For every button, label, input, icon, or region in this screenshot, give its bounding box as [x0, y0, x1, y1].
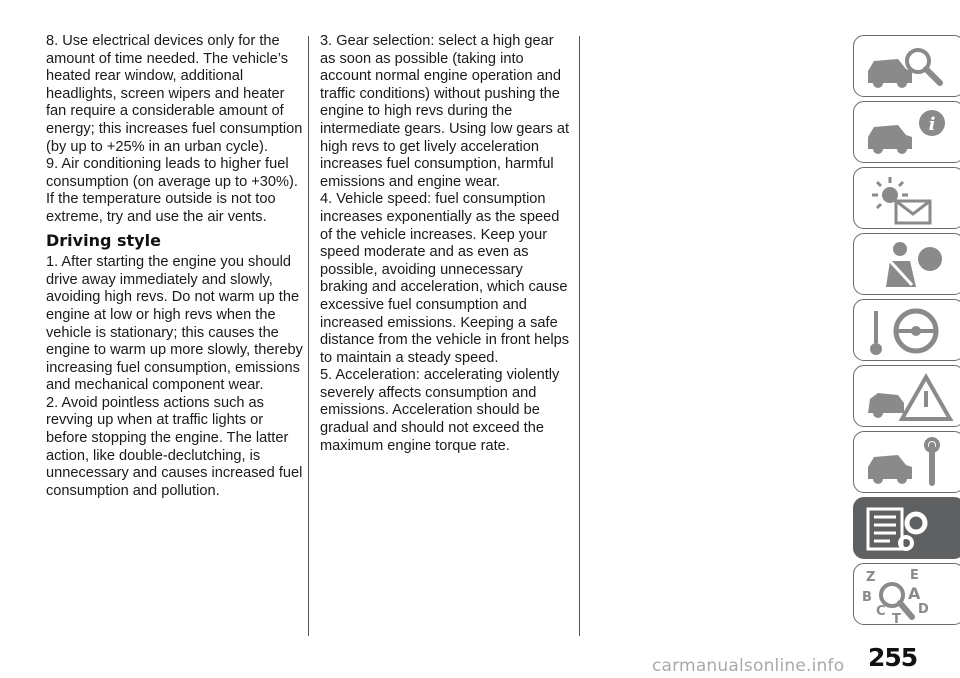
paragraph-item-4: 4. Vehicle speed: fuel consumption increases exponentially as the speed of the vehicle increases. Keep your speed moderate and as even as possible, avoiding unnecessary braking and acceleration, which cause excessive fuel consumption and increased emissions. Keeping a safe distance from the vehicle in front helps to maintain a steady speed. — [320, 191, 570, 366]
car-warning-triangle-icon — [860, 369, 960, 425]
svg-text:i: i — [928, 114, 936, 135]
section-heading-driving-style: Driving style — [46, 230, 161, 250]
index-letter: Z — [866, 570, 876, 585]
spec-list-gear-icon — [860, 501, 960, 557]
car-search-icon — [860, 39, 960, 95]
car-wrench-icon — [860, 435, 960, 491]
paragraph-item-3: 3. Gear selection: select a high gear as soon as possible (taking into account normal engine operation and traffic conditions) without pushing the engine to high revs during the intermediate gears. Using low gears at high revs to get lively acceleration increases fuel consumption, harmful emissions and engine wear. — [320, 33, 570, 190]
tab-safety-info[interactable] — [853, 101, 960, 163]
index-letter: T — [892, 612, 901, 623]
seatbelt-airbag-icon — [860, 237, 960, 293]
tab-safety[interactable] — [853, 233, 960, 295]
tab-servicing-care[interactable] — [853, 431, 960, 493]
car-info-icon — [860, 105, 960, 161]
tab-in-an-emergency[interactable] — [853, 365, 960, 427]
tab-index[interactable] — [853, 563, 960, 625]
tab-warning-lights[interactable] — [853, 167, 960, 229]
paragraph-item-2: 2. Avoid pointless actions such as revving up when at traffic lights or before stopping the engine. The latter action, like double-declutching, is unnecessary and causes increased fuel consumption and pollution. — [46, 394, 303, 499]
paragraph-item-9: 9. Air conditioning leads to higher fuel consumption (on average up to +30%). If the temperature outside is not too extreme, try and use the air vents. — [46, 156, 298, 225]
paragraph-item-8: 8. Use electrical devices only for the amount of time needed. The vehicle’s heated rear window, additional headlights, screen wipers and heater fan require a considerable amount of energy; this increases fuel consumption (by up to +25% in an urban cycle). — [46, 33, 303, 155]
column-divider-right — [579, 36, 580, 636]
paragraph-item-5: 5. Acceleration: accelerating violently severely affects consumption and emissions. Acceleration should be gradual and should not exceed the maximum engine torque rate. — [320, 367, 560, 454]
tab-getting-to-know-car[interactable] — [853, 35, 960, 97]
text-column-right — [320, 33, 570, 455]
index-letter: C — [876, 604, 886, 619]
tab-technical-specifications[interactable] — [853, 497, 960, 559]
index-letter: E — [910, 568, 919, 583]
tab-starting-driving[interactable] — [853, 299, 960, 361]
watermark: carmanualsonline.info — [652, 656, 845, 676]
column-divider-left — [308, 36, 309, 636]
index-letter: A — [908, 584, 921, 603]
alphabet-search-icon — [860, 567, 960, 623]
text-column-left — [46, 33, 304, 500]
index-letter: B — [862, 590, 872, 605]
index-letter: D — [918, 602, 929, 617]
paragraph-item-1: 1. After starting the engine you should drive away immediately and slowly, avoiding high revs. Do not warm up the engine at low or high revs when the vehicle is stationary; this causes the engine to warm up more slowly, thereby increasing fuel consumption, emissions and mechanical component wear. — [46, 254, 303, 394]
key-steering-wheel-icon — [860, 303, 960, 359]
page-number: 255 — [868, 643, 918, 672]
warning-light-message-icon — [860, 171, 960, 227]
